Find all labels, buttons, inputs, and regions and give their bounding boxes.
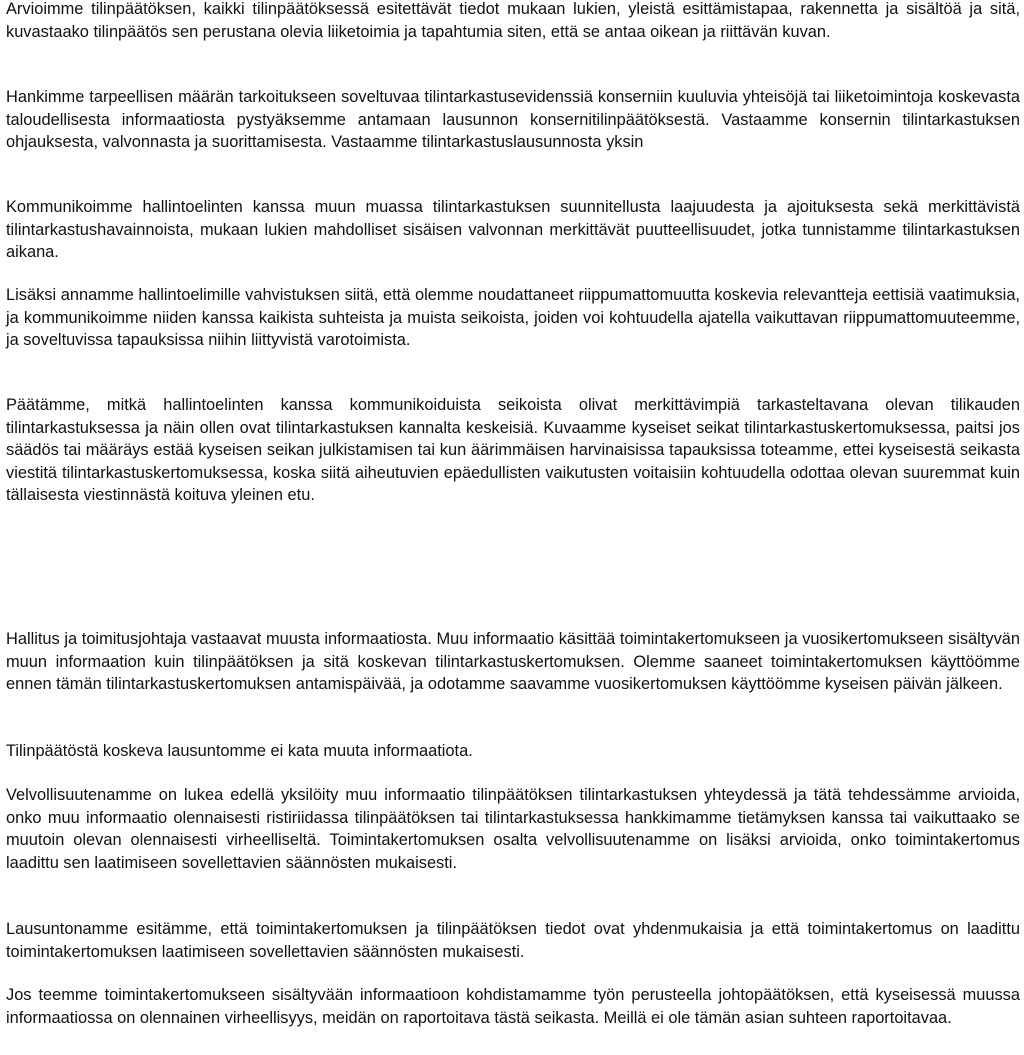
paragraph-other-information-responsibility: Hallitus ja toimitusjohtaja vastaavat muusta informaatiosta. Muu informaatio käsittää toimintakertomukseen ja vuosikertomukseen sisältyvän muun informaation kuin tilinpäätöksen ja sitä koskevan tilintarkastuskertomuksen. Olemme saaneet toimintakertomuksen käyttöömme ennen tämän tilintarkastuskertomuksen antamispäivää, ja odotamme saavamme vuosikertomuksen käyttöömme kyseisen päivän jälkeen. xyxy=(6,630,1020,694)
paragraph-opinion-scope: Tilinpäätöstä koskeva lausuntomme ei kata muuta informaatiota. xyxy=(6,742,473,760)
paragraph-key-audit-matters: Päätämme, mitkä hallintoelinten kanssa kommunikoiduista seikoista olivat merkittävimpiä tarkasteltavana olevan tilikauden tilintarkastuksessa ja näin ollen ovat tilintarkastuksen kannalta keskeisiä. Kuvaamme kyseiset seikat tilintarkastuskertomuksessa, paitsi jos säädös tai määräys estää kyseisen seikan julkistamisen tai kun äärimmäisen harvinaisissa tapauksissa toteamme, ettei kyseisestä seikasta viestitä tilintarkastuskertomuksessa, koska siitä aiheutuvien epäedullisten vaikutusten voitaisiin kohtuudella odottaa olevan suuremmat kuin tällaisesta viestinnästä koituva yleinen etu. xyxy=(6,396,1020,505)
paragraph-independence-statement: Lisäksi annamme hallintoelimille vahvistuksen siitä, että olemme noudattaneet riippumattomuutta koskevia relevantteja eettisiä vaatimuksia, ja kommunikoimme niiden kanssa kaikista suhteista ja muista seikoista, joiden voi kohtuudella ajatella vaikuttavan riippumattomuuteemme, ja soveltuvissa tapauksissa niihin liittyvistä varotoimista. xyxy=(6,286,1020,350)
paragraph-overall-presentation: Arvioimme tilinpäätöksen, kaikki tilinpäätöksessä esitettävät tiedot mukaan lukien, yleistä esittämistapaa, rakennetta ja sisältöä ja sitä, kuvastaako tilinpäätös sen perustana olevia liiketoimia ja tapahtumia siten, että se antaa oikean ja riittävän kuvan. xyxy=(6,0,1020,41)
paragraph-communication-governance: Kommunikoimme hallintoelinten kanssa muun muassa tilintarkastuksen suunnitellusta laajuudesta ja ajoituksesta sekä merkittävistä tilintarkastushavainnoista, mukaan lukien mahdolliset sisäisen valvonnan merkittävät puutteellisuudet, jotka tunnistamme tilintarkastuksen aikana. xyxy=(6,198,1020,262)
paragraph-consistency-opinion: Lausuntonamme esitämme, että toimintakertomuksen ja tilinpäätöksen tiedot ovat yhdenmukaisia ja että toimintakertomus on laadittu toimintakertomuksen laatimiseen sovellettavien säännösten mukaisesti. xyxy=(6,920,1020,961)
paragraph-group-audit-evidence: Hankimme tarpeellisen määrän tarkoitukseen soveltuvaa tilintarkastusevidenssiä konserniin kuuluvia yhteisöjä tai liiketoimintoja koskevasta taloudellisesta informaatiosta pystyäksemme antamaan lausunnon konsernitilinpäätöksestä. Vastaamme konsernin tilintarkastuksen ohjauksesta, valvonnasta ja suorittamisesta. Vastaamme tilintarkastuslausunnosta yksin xyxy=(6,88,1020,152)
paragraph-reading-obligation: Velvollisuutenamme on lukea edellä yksilöity muu informaatio tilinpäätöksen tilintarkastuksen yhteydessä ja tätä tehdessämme arvioida, onko muu informaatio olennaisesti ristiriidassa tilinpäätöksen tai tilintarkastuksessa hankkimamme tietämyksen kanssa tai vaikuttaako se muutoin olevan olennaisesti virheelliseltä. Toimintakertomuksen osalta velvollisuutenamme on lisäksi arvioida, onko toimintakertomus laadittu sen laatimiseen sovellettavien säännösten mukaisesti. xyxy=(6,786,1020,872)
paragraph-misstatement-reporting: Jos teemme toimintakertomukseen sisältyvään informaatioon kohdistamamme työn perusteella johtopäätöksen, että kyseisessä muussa informaatiossa on olennainen virheellisyys, meidän on raportoitava tästä seikasta. Meillä ei ole tämän asian suhteen raportoitavaa. xyxy=(6,986,1020,1027)
